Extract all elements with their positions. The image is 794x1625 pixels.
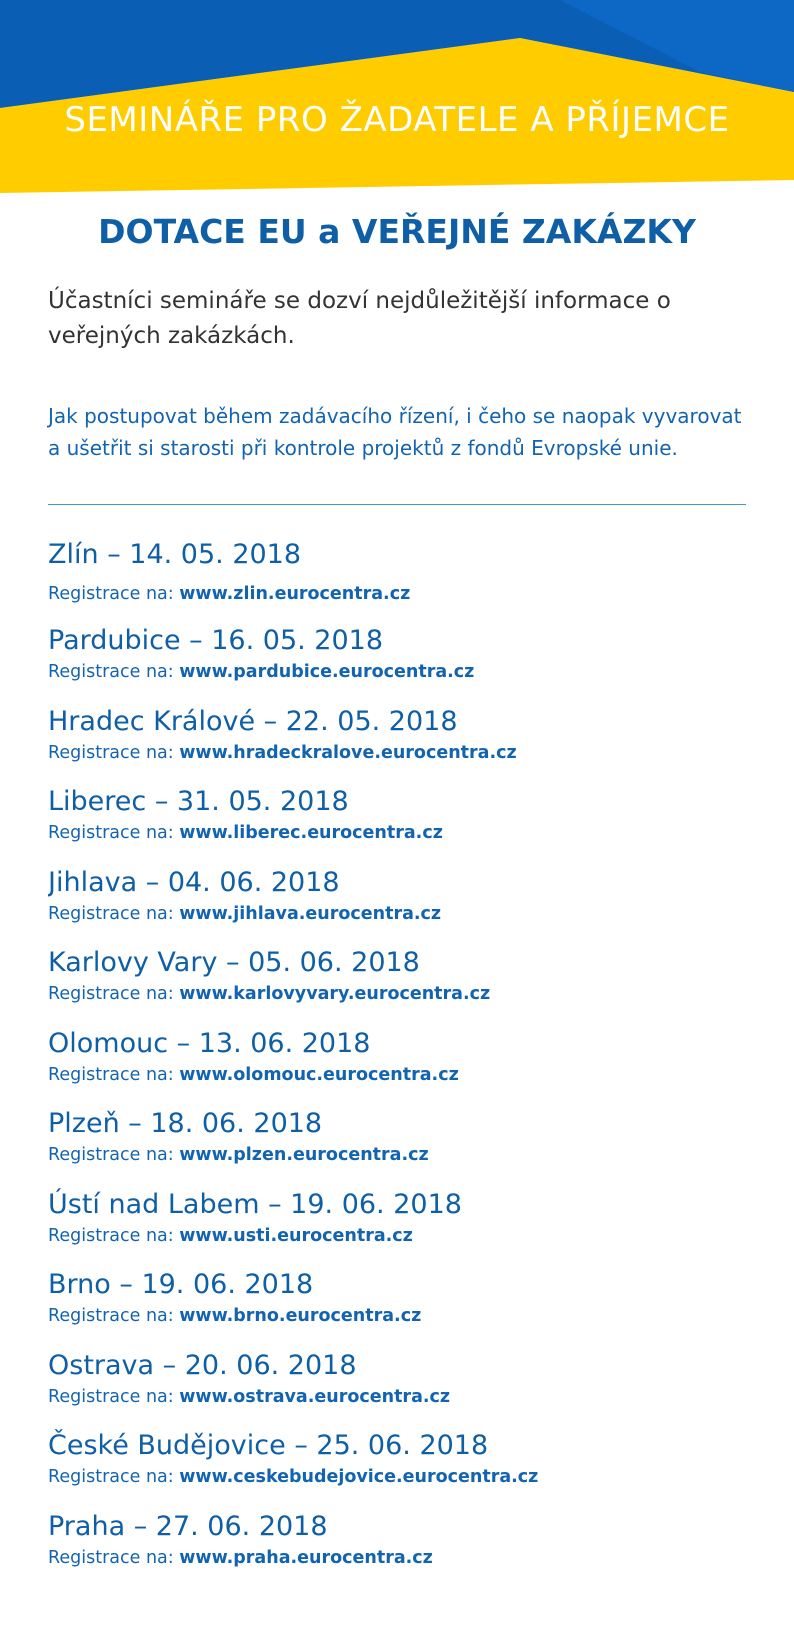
event-item bbox=[48, 704, 746, 785]
event-item bbox=[48, 945, 746, 1026]
event-registration bbox=[48, 1142, 746, 1168]
banner-background bbox=[0, 0, 794, 195]
event-item bbox=[48, 784, 746, 865]
page-subtitle: DOTACE EU a VEŘEJNÉ ZAKÁZKY bbox=[98, 212, 696, 251]
event-registration bbox=[48, 1464, 746, 1490]
registration-label: Registrace na: bbox=[48, 1064, 174, 1085]
registration-link[interactable]: www.usti.eurocentra.cz bbox=[179, 1225, 413, 1246]
event-title: Plzeň – 18. 06. 2018 bbox=[48, 1108, 323, 1139]
registration-label: Registrace na: bbox=[48, 1386, 174, 1407]
banner-title: SEMINÁŘE PRO ŽADATELE A PŘÍJEMCE bbox=[64, 100, 730, 140]
event-item bbox=[48, 623, 746, 704]
events-list bbox=[48, 537, 746, 1589]
registration-label: Registrace na: bbox=[48, 1467, 174, 1487]
event-title: Praha – 27. 06. 2018 bbox=[48, 1510, 328, 1542]
registration-link[interactable]: www.karlovyvary.eurocentra.cz bbox=[179, 984, 491, 1004]
registration-link[interactable]: www.zlin.eurocentra.cz bbox=[179, 584, 411, 604]
event-item bbox=[48, 1348, 746, 1429]
registration-link[interactable]: www.ostrava.eurocentra.cz bbox=[179, 1386, 451, 1407]
event-title: Karlovy Vary – 05. 06. 2018 bbox=[48, 947, 420, 978]
event-item bbox=[48, 1106, 746, 1187]
event-title: Pardubice – 16. 05. 2018 bbox=[48, 625, 384, 656]
registration-link[interactable]: www.hradeckralove.eurocentra.cz bbox=[179, 742, 517, 763]
header-banner bbox=[0, 0, 794, 195]
registration-link[interactable]: www.plzen.eurocentra.cz bbox=[179, 1145, 429, 1165]
description-text: Jak postupovat během zadávacího řízení, i čeho se naopak vyvarovat a ušetřit si starosti při kontrole projektů z fondů Evropské unie. bbox=[48, 404, 742, 460]
event-title: Jihlava – 04. 06. 2018 bbox=[48, 866, 340, 898]
main-content bbox=[48, 210, 746, 1589]
registration-link[interactable]: www.praha.eurocentra.cz bbox=[179, 1547, 433, 1568]
section-divider bbox=[48, 504, 746, 505]
registration-label: Registrace na: bbox=[48, 662, 174, 682]
event-registration bbox=[48, 581, 746, 607]
event-title: České Budějovice – 25. 06. 2018 bbox=[48, 1430, 489, 1461]
event-registration bbox=[48, 1384, 746, 1410]
registration-link[interactable]: www.pardubice.eurocentra.cz bbox=[179, 662, 475, 682]
event-registration bbox=[48, 659, 746, 685]
registration-link[interactable]: www.ceskebudejovice.eurocentra.cz bbox=[179, 1467, 539, 1487]
event-registration bbox=[48, 1303, 746, 1329]
registration-label: Registrace na: bbox=[48, 1547, 174, 1568]
event-title: Liberec – 31. 05. 2018 bbox=[48, 786, 349, 817]
registration-link[interactable]: www.brno.eurocentra.cz bbox=[179, 1306, 422, 1326]
event-registration bbox=[48, 1545, 746, 1571]
event-title: Ostrava – 20. 06. 2018 bbox=[48, 1349, 357, 1381]
event-registration bbox=[48, 901, 746, 927]
event-registration bbox=[48, 740, 746, 766]
registration-label: Registrace na: bbox=[48, 742, 174, 763]
event-title: Olomouc – 13. 06. 2018 bbox=[48, 1027, 371, 1059]
registration-link[interactable]: www.olomouc.eurocentra.cz bbox=[179, 1064, 459, 1085]
registration-link[interactable]: www.jihlava.eurocentra.cz bbox=[179, 903, 442, 924]
event-item bbox=[48, 1509, 746, 1590]
event-title: Zlín – 14. 05. 2018 bbox=[48, 539, 302, 570]
registration-label: Registrace na: bbox=[48, 1306, 174, 1326]
event-registration bbox=[48, 981, 746, 1007]
event-title: Hradec Králové – 22. 05. 2018 bbox=[48, 705, 458, 737]
event-item bbox=[48, 1026, 746, 1107]
event-title: Brno – 19. 06. 2018 bbox=[48, 1269, 314, 1300]
registration-label: Registrace na: bbox=[48, 1225, 174, 1246]
event-item bbox=[48, 537, 746, 623]
registration-label: Registrace na: bbox=[48, 1145, 174, 1165]
event-registration bbox=[48, 1223, 746, 1249]
event-registration bbox=[48, 1062, 746, 1088]
registration-label: Registrace na: bbox=[48, 903, 174, 924]
registration-label: Registrace na: bbox=[48, 584, 174, 604]
registration-label: Registrace na: bbox=[48, 984, 174, 1004]
intro-text: Účastníci semináře se dozví nejdůležitější informace o veřejných zakázkách. bbox=[48, 288, 671, 349]
registration-label: Registrace na: bbox=[48, 823, 174, 843]
event-item bbox=[48, 1187, 746, 1268]
event-item bbox=[48, 1428, 746, 1509]
event-item bbox=[48, 865, 746, 946]
registration-link[interactable]: www.liberec.eurocentra.cz bbox=[179, 823, 443, 843]
event-registration bbox=[48, 820, 746, 846]
event-item bbox=[48, 1267, 746, 1348]
event-title: Ústí nad Labem – 19. 06. 2018 bbox=[48, 1188, 462, 1220]
